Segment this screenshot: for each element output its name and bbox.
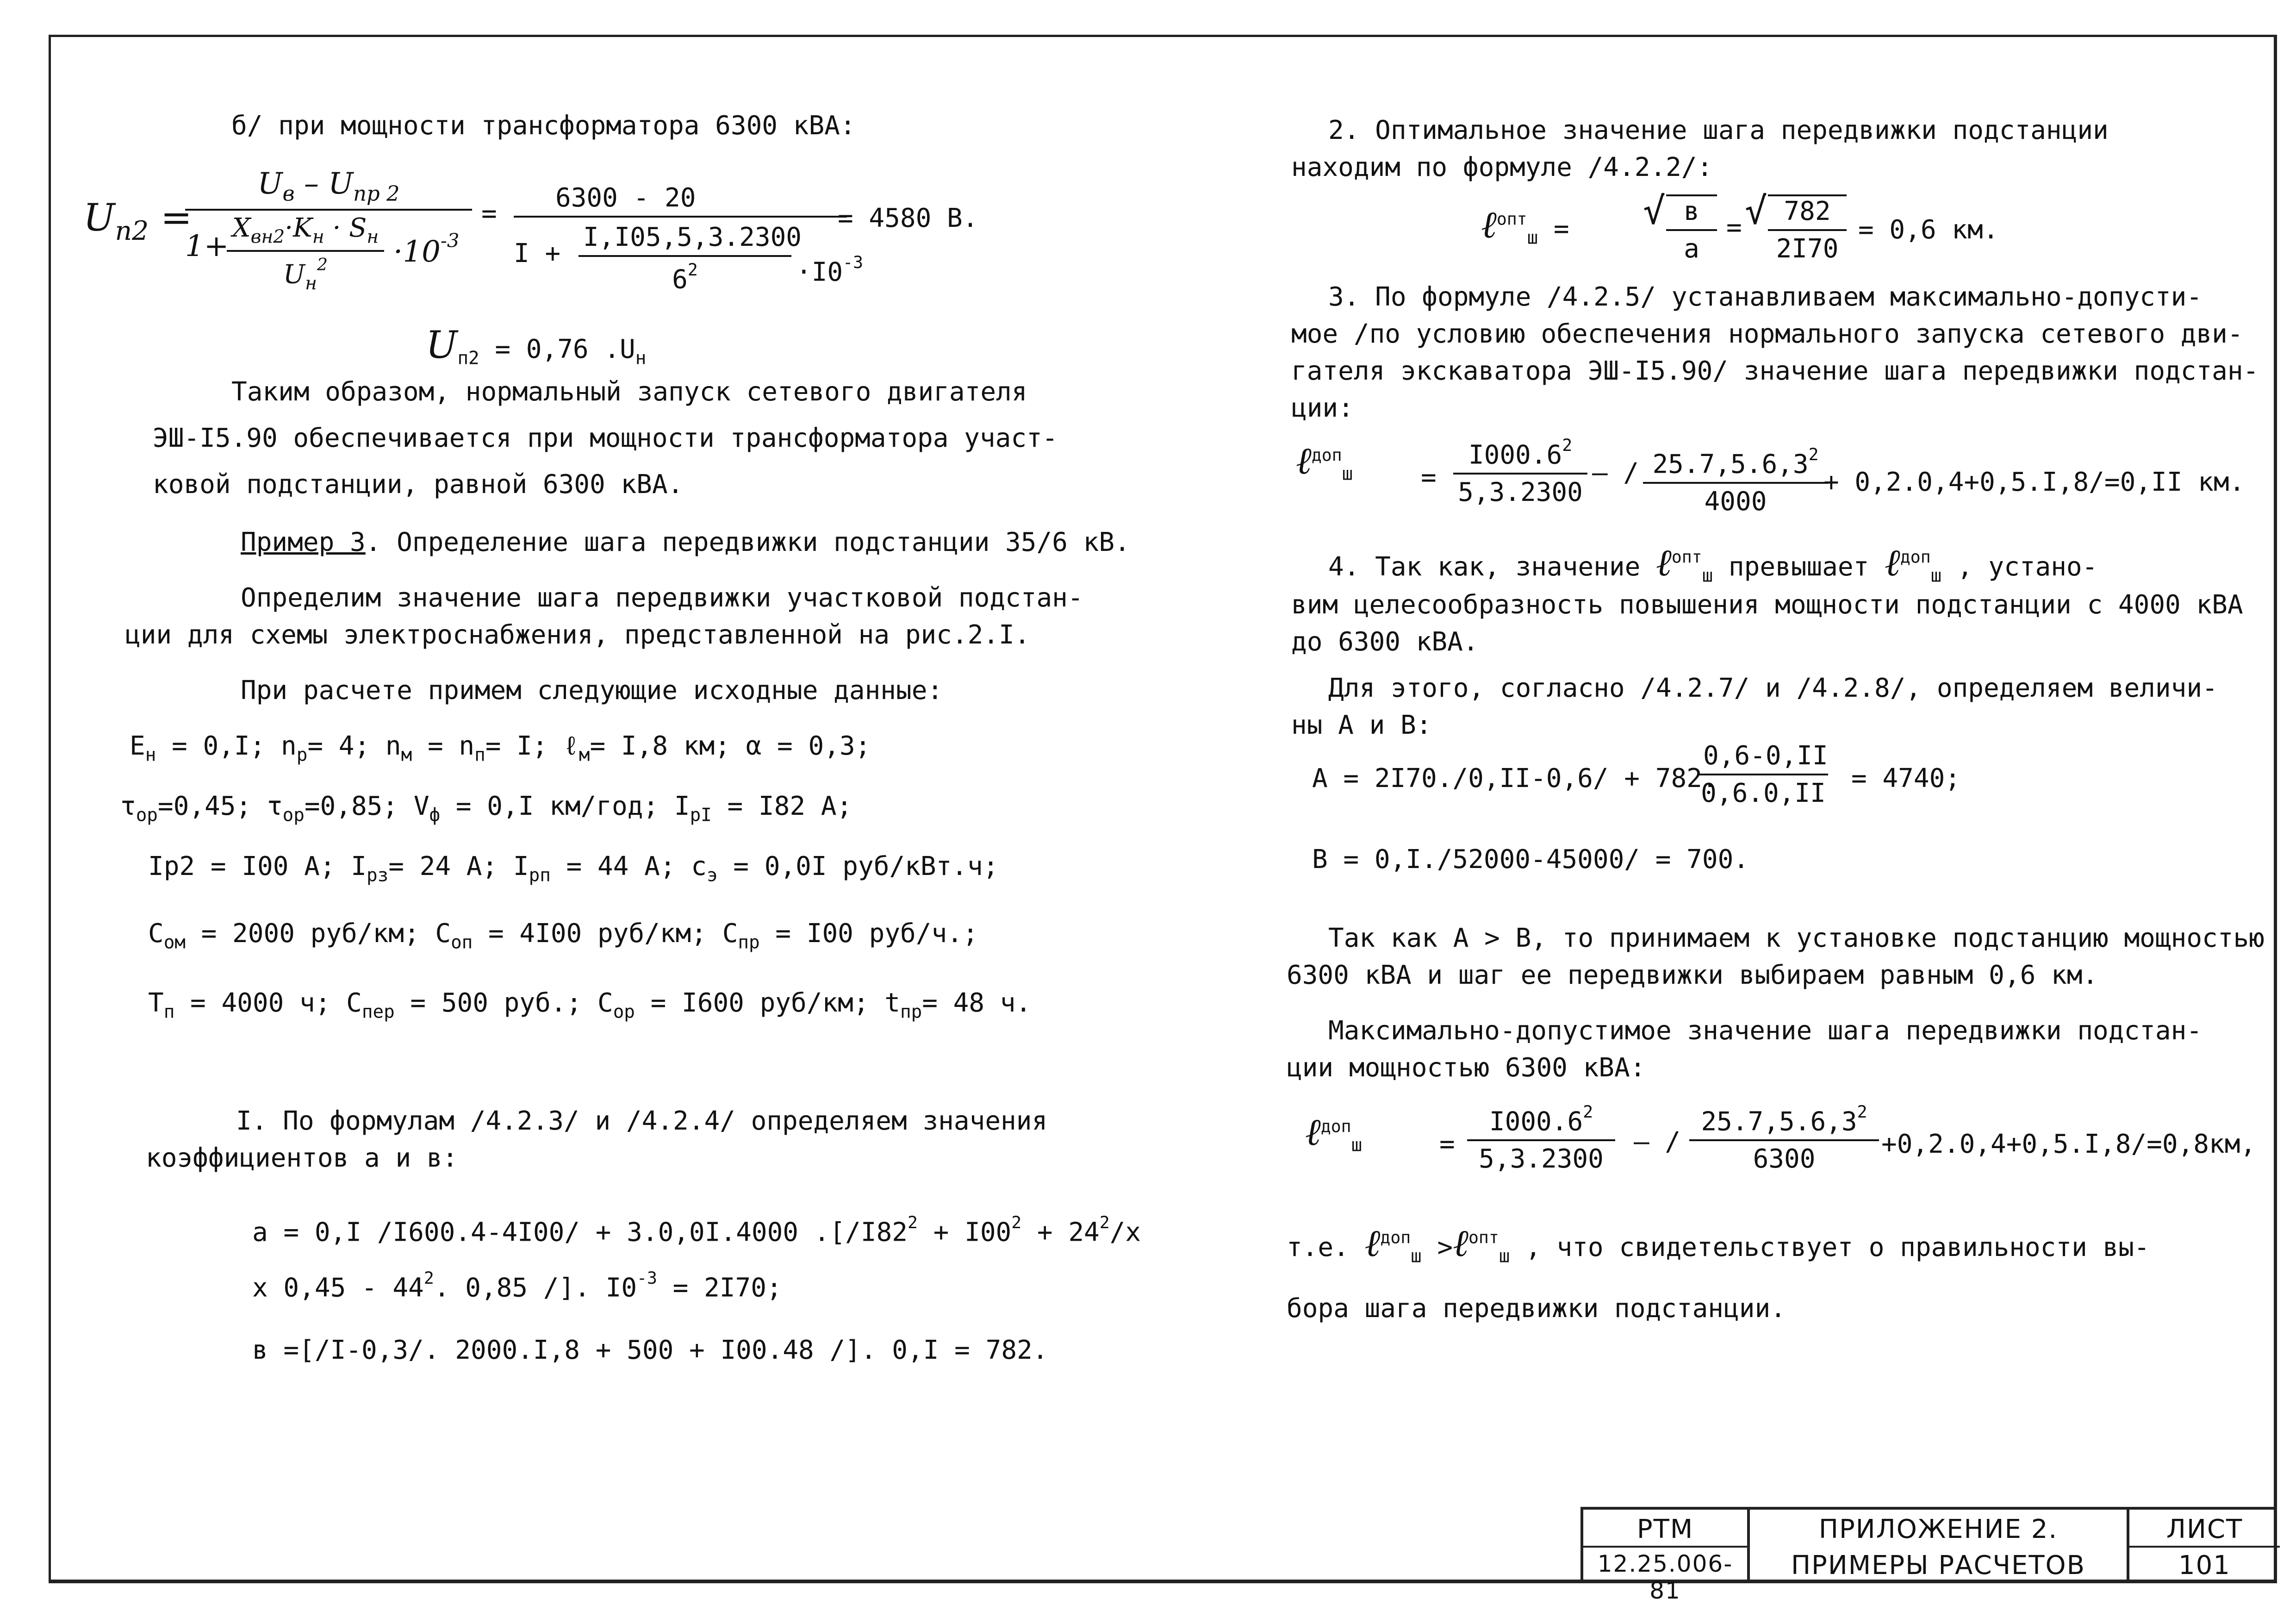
text-line: ЭШ-I5.90 обеспечивается при мощности трансформатора участ- [153, 423, 1058, 453]
formula-fraction: $\frac{I000.6^2}{5,3.2300}$ [1453, 435, 1587, 507]
data-line-5: $T_п = 4000$ ч; $C_{пер} = 500$ руб.; $C_{ор} = I600$ руб/км; $t_{пр}= 48$ ч. [148, 988, 1032, 1023]
formula-eq: = [481, 199, 497, 229]
formula-b: в =[/I-0,3/. 2000.I,8 + 500 + I00.48 /]. 0,I = 782. [252, 1335, 1048, 1365]
example-title: Пример 3. Определение шага передвижки подстанции 35/6 кВ. [241, 527, 1130, 557]
text-line: находим по формуле /4.2.2/: [1291, 152, 1713, 182]
formula-l-dop: ℓ$^{доп}_ш$ [1296, 439, 1353, 485]
sqrt-icon: √ [1643, 189, 1666, 232]
formula-B: B = 0,I./52000-45000/ = 700. [1312, 844, 1749, 874]
formula-fraction: $\frac{782}{2I70}$ [1768, 194, 1847, 264]
formula-tail: + 0,2.0,4+0,5.I,8/=0,II км. [1823, 467, 2245, 497]
page-frame [49, 35, 2277, 1583]
text-line: 4. Так как, значение ℓ$^{опт}_ш$ превышает ℓ$^{доп}_ш$ , устано- [1328, 541, 2098, 587]
formula-eq: = [1439, 1129, 1455, 1159]
title-block [1580, 1507, 2277, 1604]
text-line: 2. Оптимальное значение шага передвижки подстанции [1328, 115, 2109, 145]
text-line: Таким образом, нормальный запуск сетевого двигателя [231, 377, 1027, 407]
formula-2: $U_{п2} = 0,76$ $.U_н$ [426, 324, 647, 369]
formula-a-line-1: a = 0,I /I600.4-4I00/ + 3.0,0I.4000 $.[/I82^2 + I00^2 + 24^2/x$ [252, 1212, 1141, 1248]
formula-fraction: $U_в - U_{пр 2}$ 1+ $X_{вн2}\cdot K_н \cdot S_н$ $U_н^2$ $\cdot 10^{-3}$ [185, 167, 472, 283]
document-title-cell [1750, 1510, 2129, 1583]
document-code-cell [1583, 1510, 1750, 1604]
formula-fraction: $\frac{I000.6^2}{5,3.2300}$ [1467, 1102, 1615, 1174]
formula-result: = 4740; [1851, 763, 1961, 793]
formula-fraction-numeric: 6300 - 20 I + $\frac{I,I05,5,3.2300}{6^2}$ $\cdot I0^{-3}$ [514, 183, 863, 295]
text-line: коэффициентов а и в: [146, 1143, 458, 1173]
formula-result: = 4580 В. [838, 203, 978, 233]
formula-tail: +0,2.0,4+0,5.I,8/=0,8км, [1881, 1129, 2256, 1159]
data-line-3: Ip2 = I00 A; $I_{рз}= 24$ A; $I_{рп} = 44$ A; $c_э = 0,0I$ руб/кВт.ч; [148, 851, 999, 886]
text-line: б/ при мощности трансформатора 6300 кВА: [231, 111, 856, 141]
document-title-bottom: ПРИМЕРЫ РАСЧЕТОВ [1791, 1550, 2086, 1580]
formula-fraction: $\frac{0,6-0,II}{0,6.0,II}$ [1699, 741, 1828, 808]
data-line-1: $E_н = 0,I$; $n_р= 4$; $n_м = n_п= I$; ℓ$_м$= I,8 км; α = 0,3; [130, 731, 871, 766]
formula-fraction: $\frac{25.7,5.6,3^2}{4000}$ [1643, 444, 1828, 517]
text-line: Так как A > B, то принимаем к установке подстанцию мощностью [1328, 923, 2265, 953]
text-line: 6300 кВА и шаг ее передвижки выбираем равным 0,6 км. [1287, 960, 2098, 990]
formula-result: = 0,6 км. [1858, 215, 1999, 245]
formula-l-opt: ℓ$^{опт}_ш$ = [1481, 203, 1569, 249]
formula-minus: – / [1592, 458, 1639, 488]
data-line-4: $C_{ом} = 2000$ руб/км; $C_{оп} = 4I00$ руб/км; $C_{пр} = I00$ руб/ч.; [148, 918, 978, 953]
sheet-number: 101 [2178, 1550, 2231, 1580]
text-line: ны А и В: [1291, 710, 1432, 740]
formula-fraction: в a [1666, 194, 1717, 264]
text-line: ции для схемы электроснабжения, представленной на рис.2.I. [125, 620, 1030, 650]
formula-lhs: $U_{п2}$ = [83, 196, 193, 246]
document-title-top: ПРИЛОЖЕНИЕ 2. [1818, 1514, 2058, 1544]
formula-fraction: $\frac{25.7,5.6,3^2}{6300}$ [1689, 1102, 1879, 1174]
text-line: ции: [1291, 393, 1354, 423]
sheet-cell [2129, 1510, 2280, 1583]
text-line: I. По формулам /4.2.3/ и /4.2.4/ определяем значения [236, 1106, 1048, 1136]
sqrt-icon: √ [1745, 189, 1767, 232]
text-line: вим целесообразность повышения мощности подстанции с 4000 кВА [1291, 590, 2243, 620]
formula-a-line-2: x $0,45 - 44^2$. 0,85 /]. $I0^{-3} = 2I70$; [252, 1268, 782, 1303]
text-line: При расчете примем следующие исходные данные: [241, 675, 943, 706]
sheet-label: ЛИСТ [2166, 1514, 2243, 1544]
text-line: до 6300 кВА. [1291, 627, 1479, 657]
text-line: ковой подстанции, равной 6300 кВА. [153, 469, 684, 500]
text-line: т.е. ℓ$^{доп}_ш$ >ℓ$^{опт}_ш$ , что свидетельствует о правильности вы- [1287, 1222, 2150, 1267]
document-code-bottom: 12.25.006-81 [1597, 1550, 1733, 1604]
text-line: бора шага передвижки подстанции. [1287, 1293, 1786, 1324]
text-line: 3. По формуле /4.2.5/ устанавливаем максимально-допусти- [1328, 282, 2203, 312]
text-line: Определим значение шага передвижки участковой подстан- [241, 583, 1083, 613]
text-line: ции мощностью 6300 кВА: [1287, 1053, 1646, 1083]
formula-minus: – / [1634, 1127, 1681, 1157]
formula-eq: = [1726, 212, 1742, 243]
text-line: Для этого, согласно /4.2.7/ и /4.2.8/, определяем величи- [1328, 673, 2218, 703]
text-line: мое /по условию обеспечения нормального запуска сетевого дви- [1291, 319, 2243, 349]
text-line: Максимально-допустимое значение шага передвижки подстан- [1328, 1016, 2203, 1046]
document-code-top: РТМ [1636, 1514, 1694, 1544]
formula-A: A = 2I70./0,II-0,6/ + 782. [1312, 763, 1718, 793]
text-line: гателя экскаватора ЭШ-I5.90/ значение шага передвижки подстан- [1291, 356, 2259, 386]
formula-eq: = [1421, 462, 1437, 493]
formula-l-dop: ℓ$^{доп}_ш$ [1305, 1111, 1363, 1156]
data-line-2: $\tau_{ор}=0,45$; $\tau_{ор}=0,85$; $V_ф = 0,I$ км/год; $I_{рI} = I82$ A; [120, 791, 852, 826]
